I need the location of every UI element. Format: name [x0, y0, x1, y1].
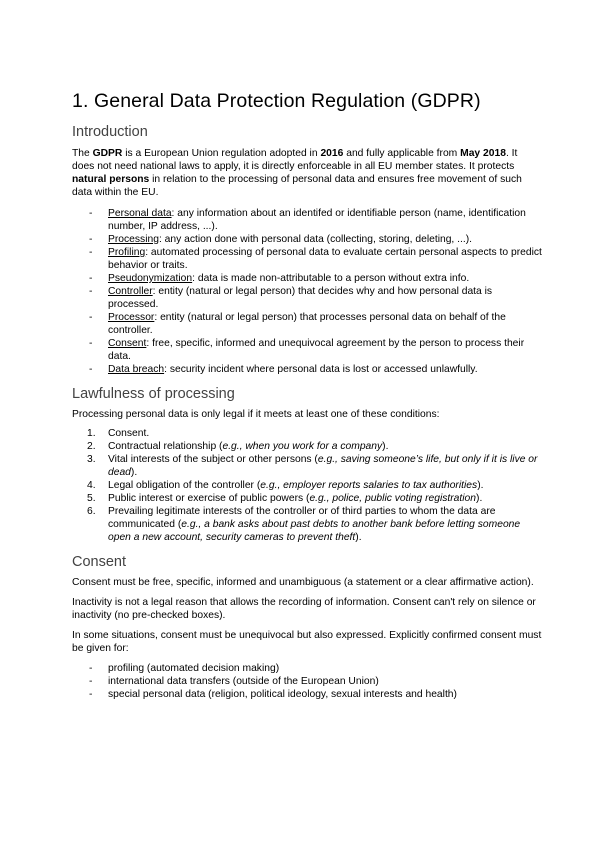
conditions-list: [72, 427, 542, 544]
list-item: 3. Vital interests of the subject or other persons (e.g., saving someone’s life, but only if it is live or dead).: [87, 454, 538, 478]
section-heading-introduction: Introduction: [72, 124, 148, 140]
section-lawfulness: [72, 388, 542, 544]
list-item: - Personal data: any information about an identifed or identifiable person (name, identification number, IP address, ...).: [89, 208, 526, 232]
list-item: - Consent: free, specific, informed and unequivocal agreement by the person to process their data.: [89, 338, 525, 362]
intro-paragraph: The GDPR is a European Union regulation adopted in 2016 and fully applicable from May 2018. It does not need national laws to apply, it is directly enforceable in all EU member states. It protects natural persons in relation to the processing of personal data and ensures free movement of such data within the EU.: [72, 148, 522, 198]
explicit-consent-list: [72, 662, 542, 701]
list-item: - Processor: entity (natural or legal person) that processes personal data on behalf of the controller.: [89, 312, 506, 336]
list-item: 6. Prevailing legitimate interests of the controller or of third parties to whom the data are communicated (e.g., a bank asks about past debts to another bank before letting someone open a new account, security cameras to prevent theft).: [87, 506, 521, 543]
list-item: - profiling (automated decision making): [89, 663, 280, 674]
list-item: 1. Consent.: [87, 428, 150, 439]
list-item: 5. Public interest or exercise of public powers (e.g., police, public voting registration).: [87, 493, 483, 504]
list-item: 2. Contractual relationship (e.g., when you work for a company).: [87, 441, 389, 452]
lawfulness-intro: Processing personal data is only legal if it meets at least one of these conditions:: [72, 409, 440, 420]
term: Consent: [108, 338, 147, 349]
section-introduction: [72, 126, 542, 376]
document-body: [72, 126, 542, 701]
page-title: 1. General Data Protection Regulation (GDPR): [72, 90, 481, 112]
term: Profiling: [108, 247, 146, 258]
list-item: - Controller: entity (natural or legal person) that decides why and how personal data is processed.: [89, 286, 493, 310]
list-item: - Pseudonymization: data is made non-attributable to a person without extra info.: [89, 273, 470, 284]
list-item: 4. Legal obligation of the controller (e.g., employer reports salaries to tax authorities).: [87, 480, 484, 491]
term: Pseudonymization: [108, 273, 193, 284]
list-item: - Processing: any action done with personal data (collecting, storing, deleting, ...).: [89, 234, 473, 245]
consent-paragraph-3: In some situations, consent must be unequivocal but also expressed. Explicitly confirmed consent must be given for:: [72, 630, 542, 654]
consent-paragraph-1: Consent must be free, specific, informed and unambiguous (a statement or a clear affirmative action).: [72, 577, 534, 588]
term: Processing: [108, 234, 159, 245]
section-consent: [72, 556, 542, 701]
list-item: - special personal data (religion, political ideology, sexual interests and health): [89, 689, 457, 700]
term: Controller: [108, 286, 153, 297]
term: Processor: [108, 312, 155, 323]
list-item: - international data transfers (outside of the European Union): [89, 676, 379, 687]
section-heading-lawfulness: Lawfulness of processing: [72, 386, 235, 402]
list-item: - Data breach: security incident where personal data is lost or accessed unlawfully.: [89, 364, 478, 375]
section-heading-consent: Consent: [72, 554, 127, 570]
term: Personal data: [108, 208, 172, 219]
definitions-list: [72, 207, 542, 376]
list-item: - Profiling: automated processing of personal data to evaluate certain personal aspects to predict behavior or traits.: [89, 247, 542, 271]
term: Data breach: [108, 364, 165, 375]
consent-paragraph-2: Inactivity is not a legal reason that allows the recording of information. Consent can't rely on silence or inactivity (no pre-checked boxes).: [72, 597, 536, 621]
